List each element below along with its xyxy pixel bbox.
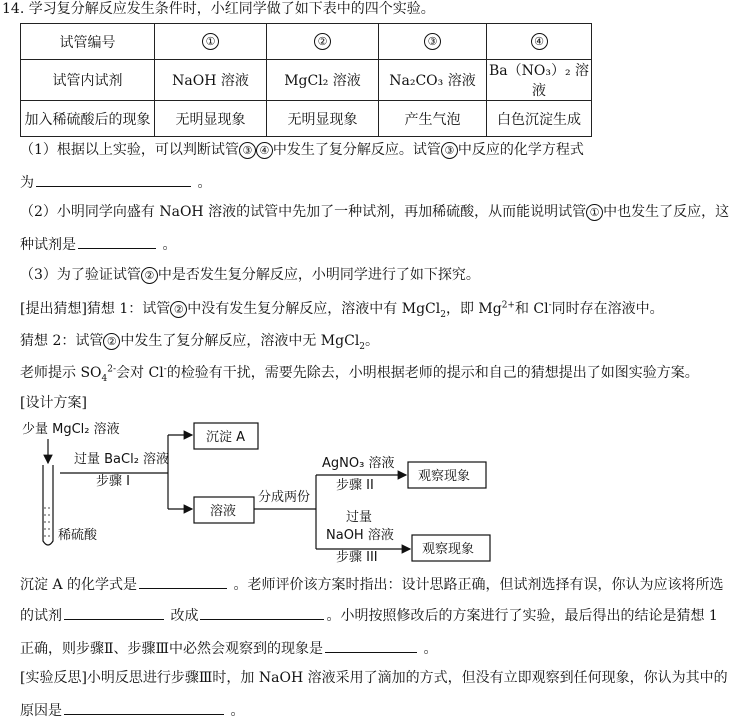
- table-header-cell: 加入稀硫酸后的现象: [21, 101, 155, 137]
- observe-label-2: 观察现象: [422, 542, 475, 557]
- tube-label: 稀硫酸: [58, 528, 98, 543]
- table-cell: MgCl₂ 溶液: [267, 60, 379, 101]
- table-row: [21, 60, 592, 101]
- answer-blank-reagent[interactable]: [78, 234, 156, 249]
- design-heading: [设计方案]: [20, 395, 87, 411]
- table-cell: 白色沉淀生成: [487, 101, 592, 137]
- step3-label: 步骤 III: [336, 550, 378, 565]
- precipitate-label: 沉淀 A: [206, 430, 246, 445]
- part2-line2: 种试剂是 。: [20, 234, 176, 254]
- tube-3-symbol: ③: [239, 142, 256, 159]
- answer-blank-reason[interactable]: [64, 700, 224, 715]
- table-cell: NaOH 溶液: [155, 60, 267, 101]
- teacher-hint: 老师提示 $SO_4^{2-}$会对 Cl-的检验有干扰，需要先除去，小明根据老师的提示和自己的猜想提出了如图实验方案。: [20, 364, 699, 384]
- table-row: [21, 101, 592, 137]
- table-cell: 产生气泡: [379, 101, 487, 137]
- table-cell: 无明显现象: [267, 101, 379, 137]
- table-cell: Ba（NO₃）₂ 溶液: [487, 60, 592, 101]
- table-header-cell: 试管内试剂: [21, 60, 155, 101]
- step3-reagent-line1: 过量: [346, 510, 373, 525]
- tube-4-symbol: ④: [256, 142, 273, 159]
- step3-reagent-line2: NaOH 溶液: [326, 528, 394, 543]
- table-cell: ④: [487, 24, 592, 60]
- question-b: 的试剂 改成 。小明按照修改后的方案进行了实验，最后得出的结论是猜想 1: [20, 605, 718, 625]
- part1-line1: （1）根据以上实验，可以判断试管 ③ ④ 中发生了复分解反应。试管 ③ 中反应的化学方程式: [20, 142, 584, 158]
- test-tube-icon: [43, 465, 53, 545]
- split-label: 分成两份: [258, 490, 311, 505]
- tube-1-symbol: ①: [586, 204, 603, 221]
- question-stem: [2, 0, 435, 18]
- table-cell: ①: [155, 24, 267, 60]
- experiment-flow-diagram: [20, 413, 520, 565]
- table-cell: ②: [267, 24, 379, 60]
- part2-line1: （2）小明同学向盛有 NaOH 溶液的试管中先加了一种试剂，再加稀硫酸，从而能说明试管 ① 中也发生了反应，这: [20, 204, 730, 220]
- reflection: [实验反思]小明反思进行步骤Ⅲ时，加 NaOH 溶液采用了滴加的方式，但没有立即观察到任何现象，你认为其中的: [20, 670, 728, 686]
- hypothesis-2: 猜想 2：试管 ② 中发生了复分解反应，溶液中无 MgCl$_2$。: [20, 333, 380, 352]
- reason: 原因是 。: [20, 700, 244, 720]
- table-row: [21, 24, 592, 60]
- tube-3-symbol: ③: [441, 142, 458, 159]
- question-c: 正确，则步骤Ⅱ、步骤Ⅲ中必然会观察到的现象是 。: [20, 638, 437, 658]
- solution-label: 溶液: [210, 504, 237, 519]
- table-cell: ③: [379, 24, 487, 60]
- part3-line: （3）为了验证试管 ② 中是否发生复分解反应，小明同学进行了如下探究。: [20, 267, 480, 283]
- step1-label: 步骤 I: [96, 474, 130, 489]
- hypothesis-1: [提出猜想]猜想 1：试管 ② 中没有发生复分解反应，溶液中有 MgCl$_2$，即 $Mg^{2+}$和 Cl-同时存在溶液中。: [20, 300, 664, 320]
- tube-2-symbol: ②: [103, 333, 120, 350]
- answer-blank-phenomenon[interactable]: [325, 638, 417, 653]
- question-stem-text: 学习复分解反应发生条件时，小红同学做了如下表中的四个实验。: [28, 1, 435, 17]
- step1-reagent: 过量 BaCl₂ 溶液: [74, 452, 170, 467]
- table-cell: Na₂CO₃ 溶液: [379, 60, 487, 101]
- part1-line2: 为 。: [20, 172, 211, 192]
- answer-blank-new-reagent[interactable]: [200, 605, 324, 620]
- answer-blank-old-reagent[interactable]: [64, 605, 164, 620]
- answer-blank-precipitate[interactable]: [139, 574, 227, 589]
- step2-reagent: AgNO₃ 溶液: [322, 456, 395, 471]
- question-number: 14.: [2, 1, 25, 17]
- table-cell: 无明显现象: [155, 101, 267, 137]
- tube-2-symbol: ②: [170, 301, 187, 318]
- table-header-cell: 试管编号: [21, 24, 155, 60]
- observe-label-1: 观察现象: [418, 469, 471, 484]
- start-label: 少量 MgCl₂ 溶液: [22, 422, 120, 437]
- experiment-table: [20, 23, 592, 137]
- tube-2-symbol: ②: [141, 267, 158, 284]
- question-a: 沉淀 A 的化学式是 。老师评价该方案时指出：设计思路正确，但试剂选择有误，你认为应该将所选: [20, 574, 723, 594]
- answer-blank-equation[interactable]: [36, 172, 191, 187]
- step2-label: 步骤 II: [336, 478, 374, 493]
